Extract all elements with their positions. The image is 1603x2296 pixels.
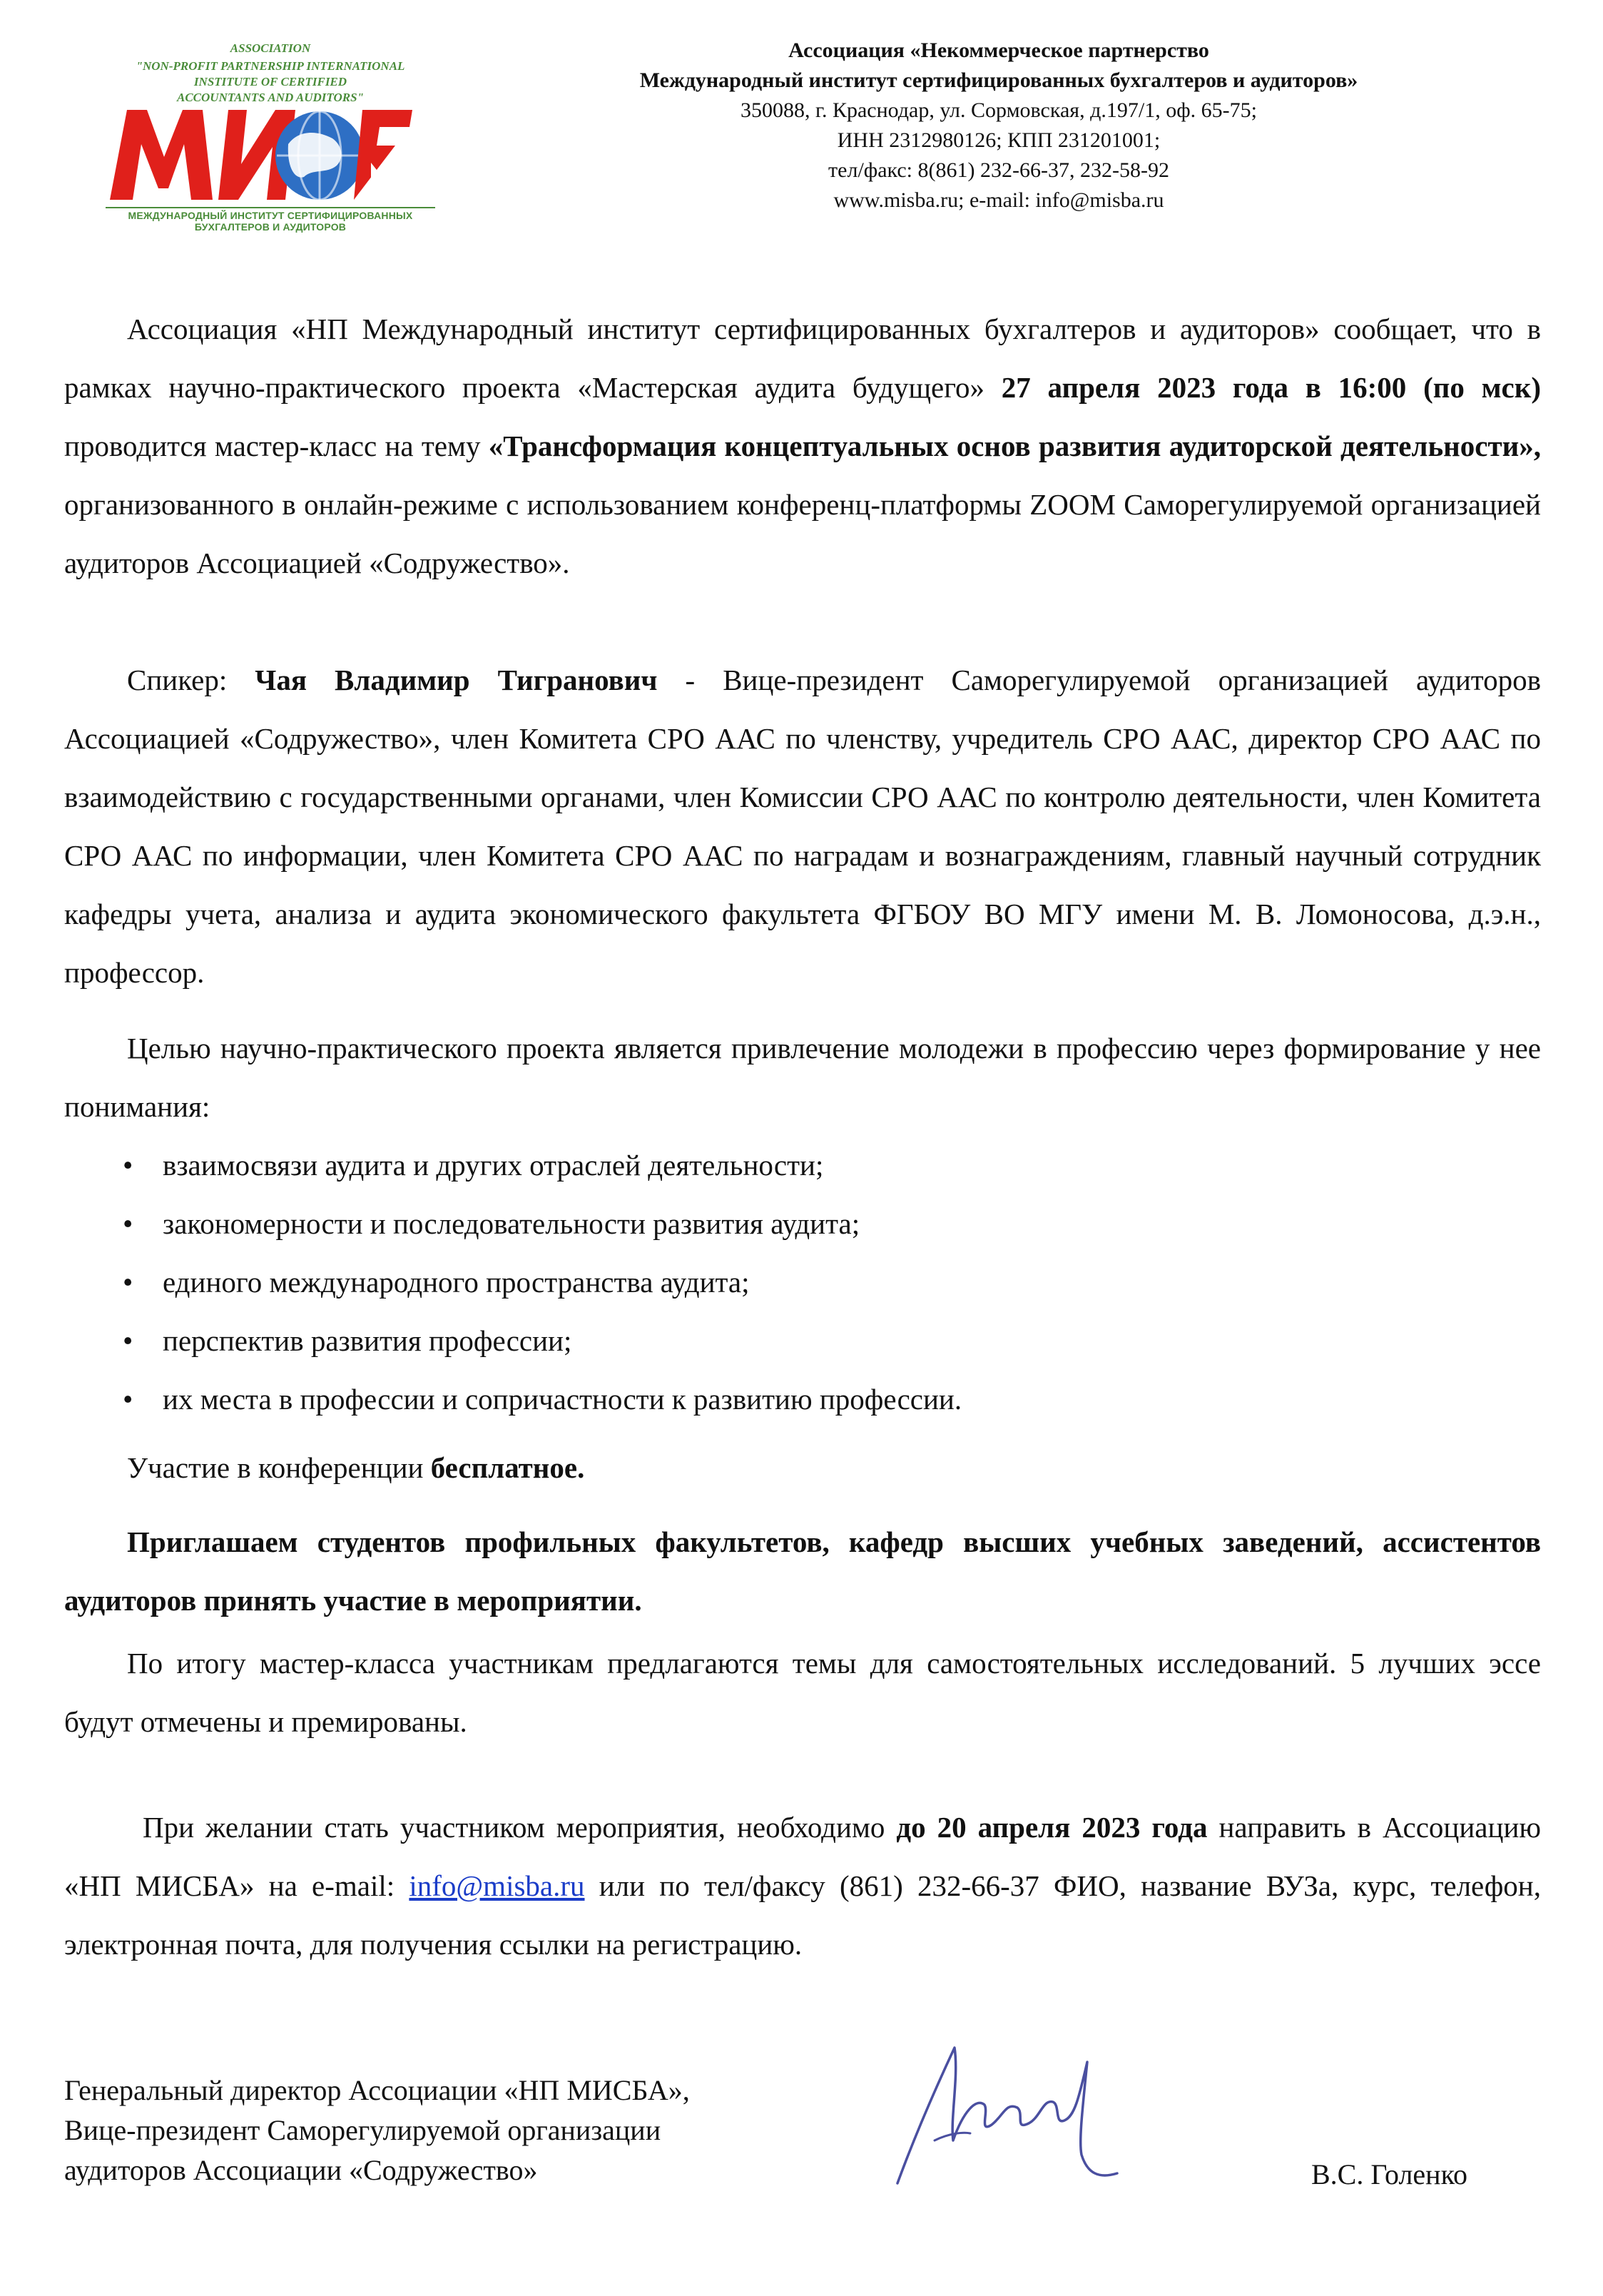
- org-inn: ИНН 2312980126; КПП 231201001;: [837, 128, 1161, 152]
- registration-paragraph: При желании стать участником мероприятия, необходимо до 20 апреля 2023 года направить в Ассоциацию «НП МИСБА» на e-mail: info@misba.ru или по тел/факсу (861) 232-66-37 ФИО, название ВУЗа, курс, телефон, электронная почта, для получения ссылки на регистрацию.: [64, 1811, 1542, 1961]
- event-date-time: 27 апреля 2023 года в 16:00 (по мск): [1001, 371, 1542, 404]
- list-item: • перспектив развития профессии;: [64, 1311, 1541, 1370]
- speaker-name: Чая Владимир Тигранович: [255, 664, 658, 696]
- logo-english-name: "NON-PROFIT PARTNERSHIP INTERNATIONAL INSTITUTE OF CERTIFIED ACCOUNTANTS AND AUDITORS": [136, 59, 405, 104]
- org-name-line2: Международный институт сертифицированных бухгалтеров и аудиторов»: [639, 68, 1358, 92]
- signatory-title: Генеральный директор Ассоциации «НП МИСБА», Вице-президент Саморегулируемой организации аудиторов Ассоциации «Содружество»: [64, 2074, 690, 2186]
- speaker-bio: - Вице-президент Саморегулируемой организацией аудиторов Ассоциацией «Содружество», член Комитета СРО ААС по членству, учредитель СРО ААС, директор СРО ААС по взаимодействию с государственными органами, член Комиссии СРО ААС по контролю деятельности, член Комитета СРО ААС по информации, член Комитета СРО ААС по наградам и вознаграждениям, главный научный сотрудник кафедры учета, анализа и аудита экономического факультета ФГБОУ ВО МГУ имени М. В. Ломоносова, д.э.н., профессор.: [64, 664, 1542, 989]
- org-address: 350088, г. Краснодар, ул. Сормовская, д.197/1, оф. 65-75;: [741, 98, 1257, 122]
- logo-caption: МЕЖДУНАРОДНЫЙ ИНСТИТУТ СЕРТИФИЦИРОВАННЫХ БУХГАЛТЕРОВ И АУДИТОРОВ: [106, 207, 435, 233]
- goal-paragraph: Целью научно-практического проекта является привлечение молодежи в профессию через формирование у нее понимания:: [64, 1032, 1541, 1123]
- logo-association-label: ASSOCIATION: [230, 41, 311, 55]
- invitation-paragraph: Приглашаем студентов профильных факультетов, кафедр высших учебных заведений, ассистентов аудиторов принять участие в мероприятии.: [64, 1525, 1541, 1617]
- participation-paragraph: Участие в конференции бесплатное.: [127, 1451, 585, 1484]
- list-item: • их места в профессии и сопричастности к развитию профессии.: [64, 1370, 1541, 1428]
- org-web: www.misba.ru; e-mail: info@misba.ru: [833, 188, 1164, 212]
- list-item: • закономерности и последовательности развития аудита;: [64, 1194, 1541, 1253]
- signatory-name: В.С. Голенко: [1311, 2158, 1467, 2190]
- organization-header: [499, 36, 1498, 215]
- results-paragraph: По итогу мастер-класса участникам предлагаются темы для самостоятельных исследований. 5 лучших эссе будут отмечены и премированы.: [64, 1647, 1541, 1738]
- goal-list: [64, 1136, 1541, 1428]
- registration-deadline: до 20 апреля 2023 года: [896, 1811, 1208, 1844]
- list-item: • единого международного пространства аудита;: [64, 1253, 1541, 1311]
- organization-logo: [106, 41, 435, 233]
- participation-free: бесплатное.: [430, 1451, 585, 1484]
- misba-wordmark-icon: [106, 100, 435, 207]
- intro-paragraph: Ассоциация «НП Международный институт сертифицированных бухгалтеров и аудиторов» сообщает, что в рамках научно-практического проекта «Мастерская аудита будущего» 27 апреля 2023 года в 16:00 (по мск) проводится мастер-класс на тему «Трансформация концептуальных основ развития аудиторской деятельности», организованного в онлайн-режиме с использованием конференц-платформы ZOOM Саморегулируемой организацией аудиторов Ассоциацией «Содружество».: [64, 313, 1542, 579]
- handwritten-signature-icon: [885, 2033, 1127, 2198]
- email-link[interactable]: info@misba.ru: [409, 1869, 585, 1902]
- org-phone: тел/факс: 8(861) 232-66-37, 232-58-92: [828, 158, 1169, 182]
- list-item: • взаимосвязи аудита и других отраслей деятельности;: [64, 1136, 1541, 1194]
- org-name-line1: Ассоциация «Некоммерческое партнерство: [788, 39, 1209, 62]
- speaker-paragraph: Спикер: Чая Владимир Тигранович - Вице-президент Саморегулируемой организацией аудиторов Ассоциацией «Содружество», член Комитета СРО ААС по членству, учредитель СРО ААС, директор СРО ААС по взаимодействию с государственными органами, член Комиссии СРО ААС по контролю деятельности, член Комитета СРО ААС по информации, член Комитета СРО ААС по наградам и вознаграждениям, главный научный сотрудник кафедры учета, анализа и аудита экономического факультета ФГБОУ ВО МГУ имени М. В. Ломоносова, д.э.н., профессор.: [64, 664, 1542, 989]
- event-topic: «Трансформация концептуальных основ развития аудиторской деятельности»,: [488, 430, 1541, 462]
